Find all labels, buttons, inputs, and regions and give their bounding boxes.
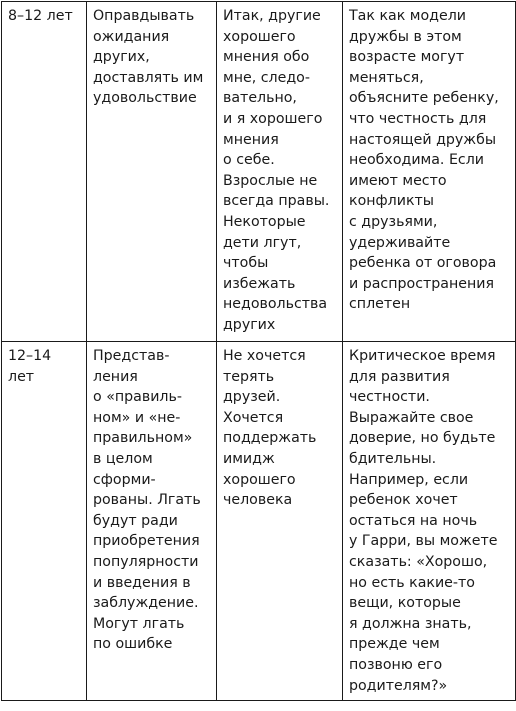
- cell-text-line: и распространения: [349, 275, 494, 292]
- cell-text-line: терять: [223, 368, 275, 385]
- advice-cell: [343, 342, 516, 701]
- cell-text-line: остаться на ночь: [349, 512, 478, 529]
- cell-text-line: 8–12 лет: [8, 8, 73, 24]
- cell-text-line: о «правиль-: [93, 389, 182, 406]
- cell-text-line: приобретения: [93, 533, 200, 550]
- cell-text-line: меняться,: [349, 69, 424, 86]
- cell-text-line: заблуждение.: [93, 595, 199, 612]
- cell-text-line: в целом: [93, 450, 153, 467]
- cell-text-line: удовольствие: [93, 90, 197, 107]
- cell-text-line: я должна знать,: [349, 615, 472, 632]
- cell-text-line: Итак, другие: [223, 8, 321, 24]
- cell-text-line: сказать: «Хорошо,: [349, 553, 488, 570]
- cell-text-line: удерживайте: [349, 234, 451, 251]
- cell-text-line: мнения обо: [223, 49, 310, 66]
- cell-text-line: настоящей дружбы: [349, 131, 497, 148]
- cell-text-line: Хочется: [223, 409, 284, 426]
- cell-text-line: для развития: [349, 368, 450, 385]
- cell-text-line: Критическое время: [349, 348, 496, 364]
- cell-text-line: Не хочется: [223, 348, 306, 364]
- cell-text-line: имеют место: [349, 172, 447, 189]
- cell-text-line: вательно,: [223, 90, 297, 107]
- cell-text-line: прежде чем: [349, 636, 440, 653]
- cell-text-line: и введения в: [93, 574, 191, 591]
- cell-text-line: возрасте могут: [349, 49, 465, 66]
- motive-cell: [87, 2, 217, 342]
- cell-text-line: с друзьями,: [349, 213, 438, 230]
- cell-text-line: ребенка от оговора: [349, 255, 497, 272]
- cell-text-line: доверие, но будьте: [349, 430, 496, 447]
- cell-text-line: 12–14: [8, 348, 52, 364]
- age-cell: [2, 2, 87, 342]
- cell-text-line: доставлять им: [93, 69, 204, 86]
- cell-text-line: ожидания: [93, 28, 170, 45]
- cell-text-line: сформи-: [93, 471, 156, 488]
- cell-text-line: ребенок хочет: [349, 492, 458, 509]
- cell-text-line: Например, если: [349, 471, 469, 488]
- cell-text-line: хорошего: [223, 471, 296, 488]
- cell-text-line: о себе.: [223, 152, 275, 169]
- table-row: [2, 2, 516, 342]
- cell-text-line: Представ-: [93, 348, 170, 364]
- cell-text-line: Могут лгать: [93, 615, 185, 632]
- cell-text-line: Взрослые не: [223, 172, 318, 189]
- cell-text-line: Оправдывать: [93, 8, 195, 24]
- cell-text-line: будут ради: [93, 512, 178, 529]
- cell-text-line: поддержать: [223, 430, 317, 447]
- cell-text-line: мне, следо-: [223, 69, 310, 86]
- cell-text-line: всегда правы.: [223, 193, 330, 210]
- cell-text-line: Так как модели: [349, 8, 466, 24]
- cell-text-line: и я хорошего: [223, 110, 323, 127]
- advice-cell: [343, 2, 516, 342]
- cell-text-line: объясните ребенку,: [349, 90, 499, 107]
- cell-text-line: чтобы: [223, 255, 269, 272]
- cell-text-line: недовольства: [223, 296, 328, 313]
- cell-text-line: конфликты: [349, 193, 434, 210]
- cell-text-line: что честность для: [349, 110, 487, 127]
- cell-text-line: хорошего: [223, 28, 296, 45]
- cell-text-line: Некоторые: [223, 213, 306, 230]
- table-row: [2, 342, 516, 701]
- cell-text-line: лет: [8, 368, 35, 385]
- cell-text-line: дружбы в этом: [349, 28, 462, 45]
- cell-text-line: позвоню его: [349, 656, 443, 673]
- cell-text-line: друзей.: [223, 389, 281, 406]
- feeling-cell: [217, 342, 343, 701]
- cell-text-line: правильном»: [93, 430, 193, 447]
- cell-text-line: мнения: [223, 131, 279, 148]
- cell-text-line: честности.: [349, 389, 430, 406]
- cell-text-line: человека: [223, 492, 293, 509]
- cell-text-line: у Гарри, вы можете: [349, 533, 498, 550]
- lying-by-age-table: [1, 1, 516, 701]
- cell-text-line: ления: [93, 368, 138, 385]
- cell-text-line: бдительны.: [349, 450, 437, 467]
- cell-text-line: дети лгут,: [223, 234, 302, 251]
- cell-text-line: необходима. Если: [349, 152, 485, 169]
- cell-text-line: избежать: [223, 275, 296, 292]
- cell-text-line: других,: [93, 49, 150, 66]
- cell-text-line: других: [223, 316, 276, 333]
- cell-text-line: родителям?»: [349, 677, 448, 694]
- cell-text-line: популярности: [93, 553, 199, 570]
- cell-text-line: вещи, которые: [349, 595, 461, 612]
- cell-text-line: ном» и «не-: [93, 409, 181, 426]
- age-cell: [2, 342, 87, 701]
- cell-text-line: рованы. Лгать: [93, 492, 201, 509]
- cell-text-line: сплетен: [349, 296, 411, 313]
- feeling-cell: [217, 2, 343, 342]
- cell-text-line: имидж: [223, 450, 275, 467]
- cell-text-line: по ошибке: [93, 636, 173, 653]
- cell-text-line: но есть какие-то: [349, 574, 475, 591]
- cell-text-line: Выражайте свое: [349, 409, 474, 426]
- motive-cell: [87, 342, 217, 701]
